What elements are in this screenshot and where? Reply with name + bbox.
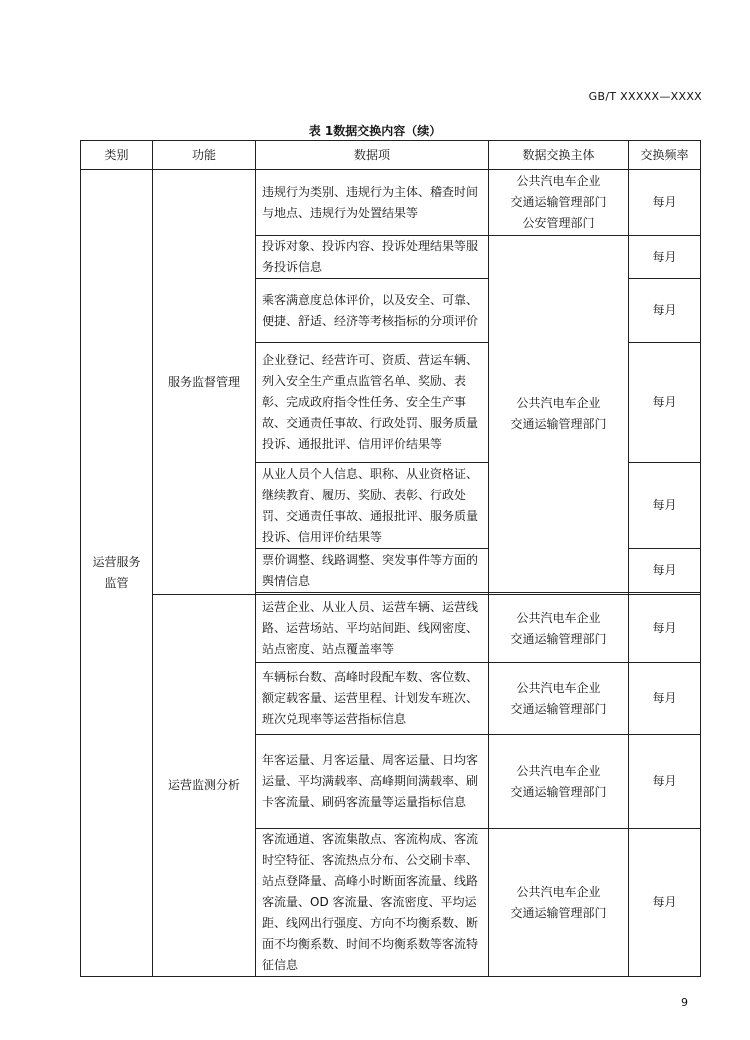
table-row xyxy=(81,170,701,236)
subject-line: 公共汽电车企业 xyxy=(516,884,601,899)
function-cell-service-supervision xyxy=(153,170,256,595)
subject-line: 公共汽电车企业 xyxy=(516,396,601,410)
subject-line: 公共汽电车企业 xyxy=(516,763,601,778)
function-label: 服务监督管理 xyxy=(167,374,240,389)
frequency-cell: 每月 xyxy=(629,829,701,977)
subject-line: 公共汽电车企业 xyxy=(516,610,601,625)
column-header-category: 类别 xyxy=(81,141,153,170)
frequency-cell: 每月 xyxy=(629,236,701,279)
table-header-row xyxy=(81,141,701,170)
data-items-cell: 客流通道、客流集散点、客流构成、客流时空特征、客流热点分布、公交刷卡率、站点登降量、高峰小时断面客流量、线路客流量、OD 客流量、客流密度、平均运距、线网出行强度、方向不均衡系数、断面不均衡系数、时间不均衡系数等客流特征信息 xyxy=(256,829,489,977)
data-items-cell: 企业登记、经营许可、资质、营运车辆、列入安全生产重点监管名单、奖励、表彰、完成政府指令性任务、安全生产事故、交通责任事故、行政处罚、服务质量投诉、通报批评、信用评价结果等 xyxy=(256,343,489,463)
subject-line: 交通运输管理部门 xyxy=(510,195,607,209)
data-items-cell: 运营企业、从业人员、运营车辆、运营线路、运营场站、平均站间距、线网密度、站点密度、站点覆盖率等 xyxy=(256,595,489,663)
frequency-cell: 每月 xyxy=(629,595,701,663)
function-cell-operation-monitoring xyxy=(153,595,256,977)
frequency-cell: 每月 xyxy=(629,279,701,343)
column-header-frequency: 交换频率 xyxy=(629,141,701,170)
data-items-cell: 违规行为类别、违规行为主体、稽查时间与地点、违规行为处置结果等 xyxy=(256,170,489,236)
category-cell xyxy=(81,170,153,977)
data-items-cell: 票价调整、线路调整、突发事件等方面的舆情信息 xyxy=(256,549,489,593)
frequency-cell: 每月 xyxy=(629,343,701,463)
exchange-subject-cell xyxy=(489,170,629,236)
subject-line: 交通运输管理部门 xyxy=(510,701,607,716)
data-items-cell: 从业人员个人信息、职称、从业资格证、继续教育、履历、奖励、表彰、行政处罚、交通责任事故、通报批评、服务质量投诉、信用评价结果等 xyxy=(256,463,489,549)
data-exchange-table xyxy=(80,140,701,977)
subject-line: 交通运输管理部门 xyxy=(510,905,607,920)
frequency-cell: 每月 xyxy=(629,549,701,593)
exchange-subject-cell xyxy=(489,829,629,977)
subject-line: 交通运输管理部门 xyxy=(510,784,607,799)
function-label: 运营监测分析 xyxy=(167,778,240,792)
table-title: 表 1数据交换内容（续） xyxy=(308,124,442,138)
frequency-cell: 每月 xyxy=(629,663,701,735)
data-items-cell: 年客运量、月客运量、周客运量、日均客运量、平均满载率、高峰期间满载率、刷卡客流量、刷码客流量等运量指标信息 xyxy=(256,735,489,829)
frequency-cell: 每月 xyxy=(629,735,701,829)
column-header-function: 功能 xyxy=(153,141,256,170)
subject-line: 交通运输管理部门 xyxy=(510,631,607,646)
column-header-exchange-subject: 数据交换主体 xyxy=(489,141,629,170)
subject-line: 公共汽电车企业 xyxy=(516,174,601,188)
data-items-cell: 乘客满意度总体评价，以及安全、可靠、便捷、舒适、经济等考核指标的分项评价 xyxy=(256,279,489,343)
data-items-cell: 投诉对象、投诉内容、投诉处理结果等服务投诉信息 xyxy=(256,236,489,279)
category-label: 运营服务监管 xyxy=(92,555,141,590)
exchange-subject-cell-merged xyxy=(489,236,629,593)
exchange-subject-cell xyxy=(489,595,629,663)
subject-line: 公安管理部门 xyxy=(522,216,595,230)
subject-line: 交通运输管理部门 xyxy=(510,417,607,431)
subject-line: 公共汽电车企业 xyxy=(516,680,601,695)
frequency-cell: 每月 xyxy=(629,170,701,236)
exchange-subject-cell xyxy=(489,663,629,735)
exchange-subject-cell xyxy=(489,735,629,829)
frequency-cell: 每月 xyxy=(629,463,701,549)
page-number: 9 xyxy=(681,996,688,1009)
table-row xyxy=(81,595,701,663)
data-items-cell: 车辆标台数、高峰时段配车数、客位数、额定载客量、运营里程、计划发车班次、班次兑现率等运营指标信息 xyxy=(256,663,489,735)
column-header-data-items: 数据项 xyxy=(256,141,489,170)
standard-code: GB/T XXXXX—XXXX xyxy=(588,90,702,103)
